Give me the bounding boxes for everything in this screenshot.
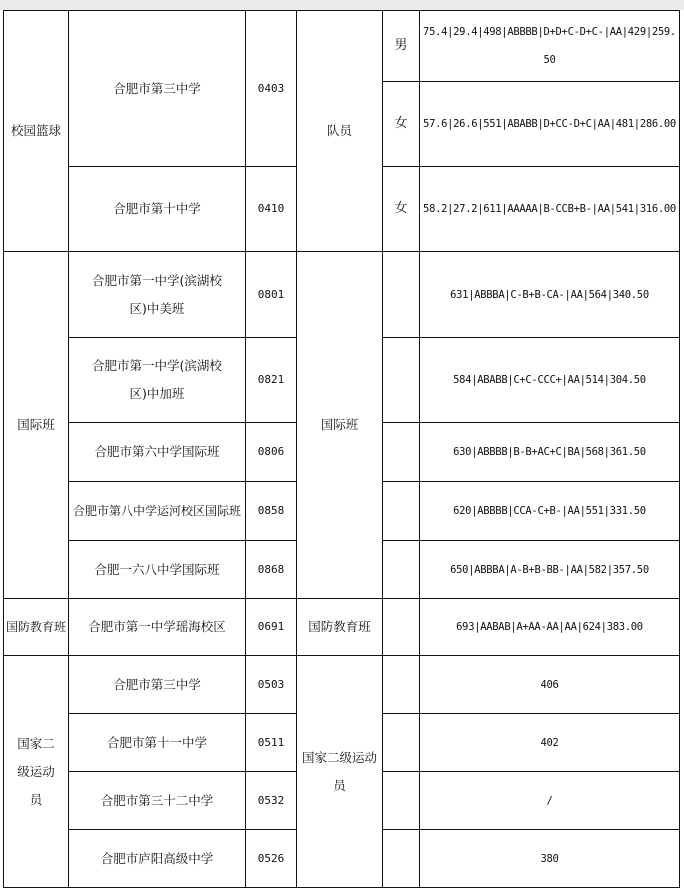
score-cell: 58.2|27.2|611|AAAAA|B-CCB+B-|AA|541|316.00 (420, 167, 680, 252)
score-cell: 75.4|29.4|498|ABBBB|D+D+C-D+C-|AA|429|259.50 (420, 11, 680, 82)
school-cell: 合肥市第三中学 (69, 11, 246, 167)
code-cell: 0691 (246, 599, 297, 656)
school-cell: 合肥市第六中学国际班 (69, 423, 246, 482)
sex-cell (383, 772, 420, 830)
sex-cell (383, 830, 420, 888)
score-cell: 584|ABABB|C+C-CCC+|AA|514|304.50 (420, 338, 680, 423)
school-cell: 合肥一六八中学国际班 (69, 541, 246, 599)
code-cell: 0410 (246, 167, 297, 252)
admission-score-table (3, 10, 680, 888)
sex-cell: 女 (383, 167, 420, 252)
school-cell: 合肥市第三中学 (69, 656, 246, 714)
code-cell: 0511 (246, 714, 297, 772)
type-cell: 队员 (297, 11, 383, 252)
category-cell: 校园篮球 (4, 11, 69, 252)
sex-cell (383, 338, 420, 423)
category-cell: 国家二级运动员 (4, 656, 69, 888)
school-cell: 合肥市第八中学运河校区国际班 (69, 482, 246, 541)
type-cell: 国家二级运动员 (297, 656, 383, 888)
sex-cell (383, 252, 420, 338)
sex-cell (383, 423, 420, 482)
score-cell: 650|ABBBA|A-B+B-BB-|AA|582|357.50 (420, 541, 680, 599)
table-row (4, 252, 680, 338)
score-cell: 631|ABBBA|C-B+B-CA-|AA|564|340.50 (420, 252, 680, 338)
sex-cell (383, 482, 420, 541)
score-cell: / (420, 772, 680, 830)
score-cell: 57.6|26.6|551|ABABB|D+CC-D+C|AA|481|286.00 (420, 82, 680, 167)
school-cell: 合肥市第三十二中学 (69, 772, 246, 830)
sex-cell: 男 (383, 11, 420, 82)
code-cell: 0868 (246, 541, 297, 599)
school-cell: 合肥市第十一中学 (69, 714, 246, 772)
school-cell: 合肥市第一中学(滨湖校区)中加班 (69, 338, 246, 423)
school-cell: 合肥市庐阳高级中学 (69, 830, 246, 888)
code-cell: 0801 (246, 252, 297, 338)
table-row (4, 599, 680, 656)
table-row (4, 656, 680, 714)
sex-cell (383, 541, 420, 599)
category-cell: 国防教育班 (4, 599, 69, 656)
code-cell: 0403 (246, 11, 297, 167)
type-cell: 国防教育班 (297, 599, 383, 656)
score-cell: 406 (420, 656, 680, 714)
category-cell: 国际班 (4, 252, 69, 599)
sex-cell (383, 656, 420, 714)
score-cell: 380 (420, 830, 680, 888)
code-cell: 0806 (246, 423, 297, 482)
top-bar (0, 0, 684, 10)
school-cell: 合肥市第一中学瑶海校区 (69, 599, 246, 656)
score-cell: 630|ABBBB|B-B+AC+C|BA|568|361.50 (420, 423, 680, 482)
score-cell: 693|AABAB|A+AA-AA|AA|624|383.00 (420, 599, 680, 656)
sex-cell: 女 (383, 82, 420, 167)
code-cell: 0858 (246, 482, 297, 541)
type-cell: 国际班 (297, 252, 383, 599)
school-cell: 合肥市第一中学(滨湖校区)中美班 (69, 252, 246, 338)
code-cell: 0526 (246, 830, 297, 888)
table-row (4, 11, 680, 82)
school-cell: 合肥市第十中学 (69, 167, 246, 252)
code-cell: 0821 (246, 338, 297, 423)
score-cell: 402 (420, 714, 680, 772)
score-cell: 620|ABBBB|CCA-C+B-|AA|551|331.50 (420, 482, 680, 541)
code-cell: 0503 (246, 656, 297, 714)
code-cell: 0532 (246, 772, 297, 830)
sex-cell (383, 714, 420, 772)
sex-cell (383, 599, 420, 656)
